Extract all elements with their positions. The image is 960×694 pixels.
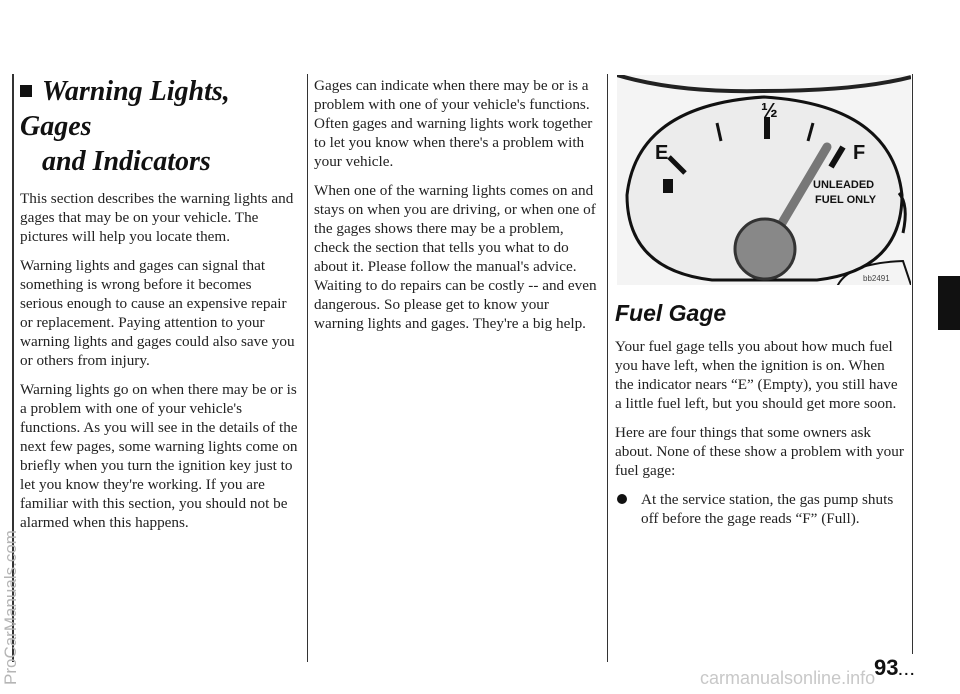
paragraph: Your fuel gage tells you about how much fuel you have left, when the ignition is on. When the indicator nears “E” (Empty), you still have a little fuel left, but you should get more soon. [615, 338, 898, 412]
fuel-gauge-illustration [617, 75, 911, 285]
bullet-dot-icon [617, 494, 627, 504]
paragraph: This section describes the warning lights and gages that may be on your vehicle. The pictures will help you locate them. [20, 190, 294, 245]
middle-column [314, 76, 600, 343]
gauge-label-half: ½ [761, 100, 778, 122]
gauge-label-unleaded: UNLEADED [813, 179, 875, 191]
column-rule-middle-1 [307, 74, 308, 662]
left-column [20, 74, 298, 542]
fuel-pump-icon [663, 179, 673, 193]
right-column [615, 294, 905, 528]
gauge-label-fuel-only: FUEL ONLY [815, 194, 877, 206]
paragraph: When one of the warning lights comes on and stays on when you are driving, or when one of the gages shows there may be a problem, check the section that tells you what to do about it. Please follow the manual's advice. Waiting to do repairs can be costly -- and even dangerous. So please get to know your warning lights and gages. They're a big help. [314, 182, 597, 332]
column-rule-middle-2 [607, 74, 608, 662]
gauge-label-full: F [853, 142, 866, 164]
paragraph: Here are four things that some owners ask about. None of these show a problem with your fuel gage: [615, 424, 904, 479]
needle-hub [735, 219, 795, 279]
paragraph: Warning lights go on when there may be or is a problem with one of your vehicle's functions. As you will see in the details of the next few pages, some warning lights come on briefly when you turn the ignition key just to let you know they're working. If you are familiar with this section, you should not be alarmed when this happens. [20, 381, 298, 531]
section-title: Warning Lights, Gages and Indicators [20, 74, 298, 179]
paragraph: Warning lights and gages can signal that something is wrong before it becomes serious enough to cause an expensive repair or replacement. Paying attention to your warning lights and gages could also save you or others from injury. [20, 257, 295, 369]
section-tab [938, 276, 960, 330]
fuel-gage-heading: Fuel Gage [615, 300, 727, 326]
list-item: At the service station, the gas pump shuts off before the gage reads “F” (Full). [615, 490, 905, 528]
figure-id: bb2491 [863, 274, 890, 283]
page-number: 93... [874, 655, 917, 680]
section-title-line2: and Indicators [42, 146, 211, 177]
watermark-bottom: carmanualsonline.info [700, 668, 876, 688]
paragraph: Gages can indicate when there may be or is a problem with one of your vehicle's functions. Often gages and warning lights work together to let you know when there's a problem with your vehicle. [314, 77, 593, 170]
square-bullet-icon [20, 85, 32, 97]
gauge-label-empty: E [655, 142, 669, 164]
column-rule-right [912, 74, 913, 654]
svg-text:ProCarManuals.com: ProCarManuals.com [1, 530, 20, 685]
watermark-vertical [1, 300, 21, 690]
